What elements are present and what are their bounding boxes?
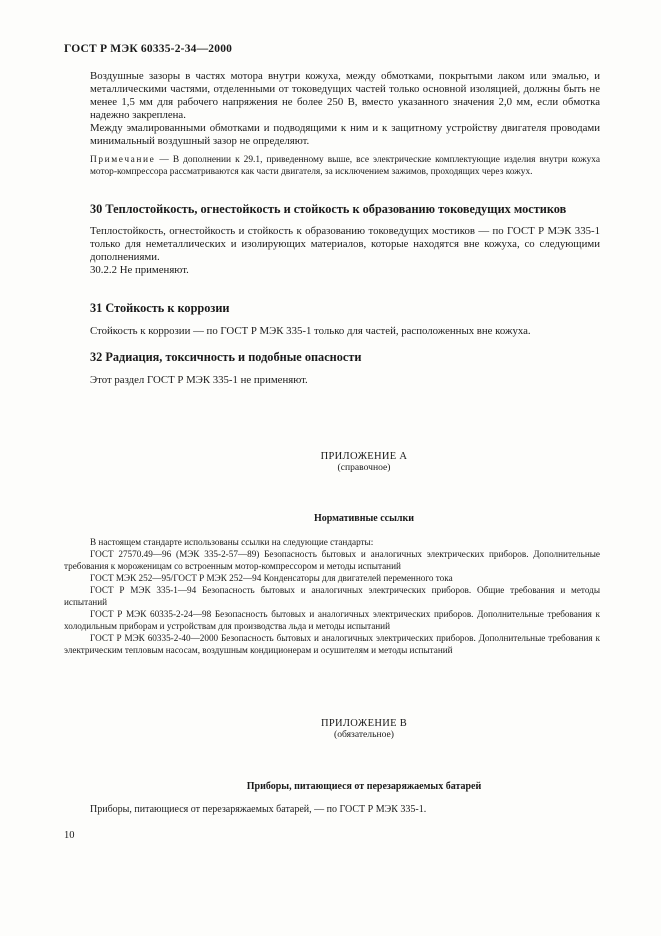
references-intro: В настоящем стандарте использованы ссылки на следующие стандарты: bbox=[90, 537, 374, 547]
reference-item: ГОСТ Р МЭК 60335-2-40—2000 Безопасность бытовых и аналогичных электрических приборов. Дополнительные требования к электрическим тепловым насосам, воздушным кондиционерам и осушителям и методы испытаний bbox=[64, 633, 600, 655]
section-31-paragraph: Стойкость к коррозии — по ГОСТ Р МЭК 335-1 только для частей, расположенных вне кожуха. bbox=[90, 325, 531, 337]
appendix-a-title: ПРИЛОЖЕНИЕ А bbox=[320, 451, 408, 462]
section-29-continuation bbox=[90, 70, 600, 178]
appendix-b-header bbox=[64, 718, 661, 740]
appendix-b-heading-wrap bbox=[64, 781, 661, 792]
page-number: 10 bbox=[64, 830, 75, 841]
reference-item: ГОСТ Р МЭК 335-1—94 Безопасность бытовых и аналогичных электрических приборов. Общие требования и методы испытаний bbox=[64, 585, 600, 607]
appendix-b-title: ПРИЛОЖЕНИЕ В bbox=[320, 718, 408, 729]
section-32-title: 32 Радиация, токсичность и подобные опасности bbox=[90, 350, 362, 364]
appendix-b-paragraph: Приборы, питающиеся от перезаряжаемых батарей, — по ГОСТ Р МЭК 335-1. bbox=[90, 804, 427, 815]
section-31-title: 31 Стойкость к коррозии bbox=[90, 301, 230, 315]
reference-item: ГОСТ МЭК 252—95/ГОСТ Р МЭК 252—94 Конденсаторы для двигателей переменного тока bbox=[90, 573, 453, 583]
document-header: ГОСТ Р МЭК 60335-2-34—2000 bbox=[64, 43, 233, 55]
section-30-title: 30 Теплостойкость, огнестойкость и стойкость к образованию токоведущих мостиков bbox=[90, 202, 567, 216]
appendix-b-heading: Приборы, питающиеся от перезаряжаемых батарей bbox=[246, 781, 482, 792]
section-30-subclause: 30.2.2 Не применяют. bbox=[90, 264, 189, 276]
appendix-b-body bbox=[90, 804, 600, 816]
note-paragraph bbox=[90, 154, 600, 178]
section-32 bbox=[90, 350, 600, 387]
section-31 bbox=[90, 301, 600, 338]
appendix-b-subtitle: (обязательное) bbox=[334, 729, 394, 740]
section-32-paragraph: Этот раздел ГОСТ Р МЭК 335-1 не применяют. bbox=[90, 374, 308, 386]
appendix-a-heading-wrap bbox=[64, 513, 661, 524]
normative-references bbox=[64, 536, 600, 656]
section-30 bbox=[90, 202, 600, 277]
reference-item: ГОСТ 27570.49—96 (МЭК 335-2-57—89) Безопасность бытовых и аналогичных электрических приборов. Дополнительные требования к мороженицам со встроенным мотор-компрессором и методы испытаний bbox=[64, 549, 600, 571]
section-30-paragraph: Теплостойкость, огнестойкость и стойкость к образованию токоведущих мостиков — по ГОСТ Р МЭК 335-1 только для неметаллических и изолирующих материалов, которые находятся вне кожуха, со следующими дополнениями. bbox=[90, 225, 600, 263]
paragraph-enamelled-windings: Между эмалированными обмотками и подводящими к ним и к защитному устройству двигателя проводами минимальный воздушный зазор не определяют. bbox=[90, 122, 600, 147]
appendix-a-header bbox=[64, 451, 661, 473]
paragraph-air-gaps: Воздушные зазоры в частях мотора внутри кожуха, между обмотками, покрытыми лаком или эмалью, и металлическими частями, отделенными от токоведущих частей только основной изоляцией, должны быть не менее 1,5 мм для рабочего напряжения не более 250 В, вместо указанного значения 2,0 мм, если обмотка надежно закреплена. bbox=[90, 70, 600, 121]
note-text: — В дополнении к 29.1, приведенному выше, все электрические комплектующие изделия внутри кожуха мотор-компрессора рассматриваются как части двигателя, за исключением зажимов, проходящих через кожух. bbox=[90, 155, 600, 177]
note-label: Примечание bbox=[90, 155, 156, 165]
appendix-a-subtitle: (справочное) bbox=[337, 462, 391, 473]
reference-item: ГОСТ Р МЭК 60335-2-24—98 Безопасность бытовых и аналогичных электрических приборов. Дополнительные требования к холодильным приборам и устройствам для производства льда и методы испытаний bbox=[64, 609, 600, 631]
appendix-a-heading: Нормативные ссылки bbox=[313, 513, 415, 524]
